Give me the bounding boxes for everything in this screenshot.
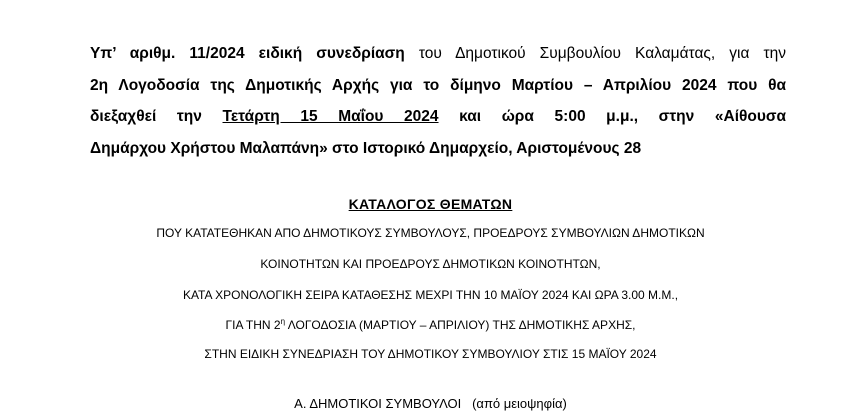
subtitle-line-3: ΚΑΤΑ ΧΡΟΝΟΛΟΓΙΚΗ ΣΕΙΡΑ ΚΑΤΑΘΕΣΗΣ ΜΕΧΡΙ ΤΗΝ 10 ΜΑΪΟΥ 2024 ΚΑΙ ΩΡΑ 3.00 Μ.Μ., [182,288,679,302]
intro-line-4 [90,133,786,165]
venue-address: , Αριστομένους 28 [508,139,642,157]
subtitle-line-2: ΚΟΙΝΟΤΗΤΩΝ ΚΑΙ ΠΡΟΕΔΡΟΥΣ ΔΗΜΟΤΙΚΩΝ ΚΟΙΝΟΤΗΤΩΝ, [260,257,601,271]
section-a-label: Α. ΔΗΜΟΤΙΚΟΙ ΣΥΜΒΟΥΛΟΙ [294,396,462,411]
session-number: Υπ’ αριθμ. 11/2024 ειδική συνεδρίαση [90,45,405,62]
intro-line-1 [90,38,786,70]
intro-line-3 [90,101,786,133]
intro-line-3-text: διεξαχθεί την [90,108,223,125]
subtitle-line-5: ΣΤΗΝ ΕΙΔΙΚΗ ΣΥΝΕΔΡΙΑΣΗ ΤΟΥ ΔΗΜΟΤΙΚΟΥ ΣΥΜΒΟΥΛΙΟΥ ΣΤΙΣ 15 ΜΑΪΟΥ 2024 [204,347,657,361]
subtitle-line-4-end: ΛΟΓΟΔΟΣΙΑ (ΜΑΡΤΙΟΥ – ΑΠΡΙΛΙΟΥ) ΤΗΣ ΔΗΜΟΤΙΚΗΣ ΑΡΧΗΣ, [285,318,636,332]
meeting-date: Τετάρτη 15 Μαΐου 2024 [222,108,439,125]
intro-line-1-text: του Δημοτικού Συμβουλίου Καλαμάτας, για την [404,45,786,62]
intro-paragraph [90,38,786,164]
subtitle-line-1: ΠΟΥ ΚΑΤΑΤΕΘΗΚΑΝ ΑΠΟ ΔΗΜΟΤΙΚΟΥΣ ΣΥΜΒΟΥΛΟΥΣ, ΠΡΟΕΔΡΟΥΣ ΣΥΜΒΟΥΛΙΩΝ ΔΗΜΟΤΙΚΩΝ [156,226,705,240]
section-a-heading [0,396,861,411]
intro-line-2: 2η Λογοδοσία της Δημοτικής Αρχής για το δίμηνο Μαρτίου – Απριλίου 2024 που θα [90,76,786,94]
topics-list-heading: ΚΑΤΑΛΟΓΟΣ ΘΕΜΑΤΩΝ [348,196,513,212]
section-a-note: (από μειοψηφία) [472,396,567,411]
venue-name: Δημάρχου Χρήστου Μαλαπάνη» στο Ιστορικό Δημαρχείο [90,139,509,157]
ordinal-superscript: η [280,317,286,326]
meeting-time-venue: και ώρα 5:00 μ.μ., στην «Αίθουσα [438,108,787,125]
subtitle-line-4-start: ΓΙΑ ΤΗΝ 2 [225,318,281,332]
subtitle-line-4 [0,318,861,332]
